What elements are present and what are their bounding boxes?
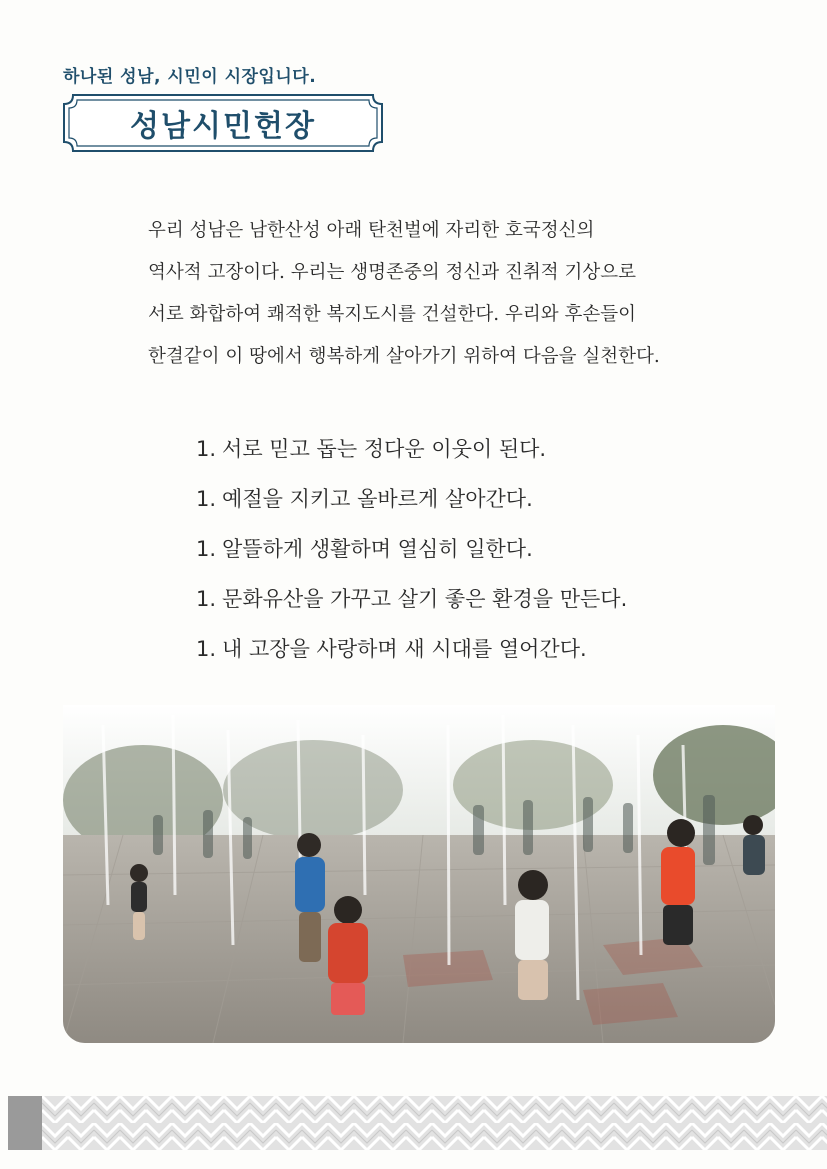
pledge-text: 문화유산을 가꾸고 살기 좋은 환경을 만든다. [222, 587, 628, 611]
page-subtitle: 하나된 성남, 시민이 시장입니다. [63, 67, 317, 87]
page-title: 성남시민헌장 [130, 109, 316, 144]
preamble-line: 역사적 고장이다. 우리는 생명존중의 정신과 진취적 기상으로 [148, 262, 636, 283]
pledge-text: 알뜰하게 생활하며 열심히 일한다. [222, 537, 533, 561]
pledge-item [196, 624, 716, 674]
pledge-item [196, 424, 716, 474]
pledge-number: 1. [196, 587, 217, 611]
charter-preamble [148, 210, 693, 378]
pledge-item [196, 474, 716, 524]
pledge-number: 1. [196, 487, 217, 511]
title-badge [63, 94, 383, 152]
pledge-number: 1. [196, 637, 217, 661]
footer-gray-block [8, 1096, 42, 1150]
pledge-text: 내 고장을 사랑하며 새 시대를 열어간다. [222, 637, 587, 661]
fountain-photo [63, 705, 775, 1043]
fountain-photo-illustration [63, 705, 775, 1043]
preamble-line: 한결같이 이 땅에서 행복하게 살아가기 위하여 다음을 실천한다. [148, 346, 660, 367]
pledge-item [196, 574, 716, 624]
pledge-list [196, 424, 716, 674]
preamble-line: 서로 화합하여 쾌적한 복지도시를 건설한다. 우리와 후손들이 [148, 304, 636, 325]
preamble-line: 우리 성남은 남한산성 아래 탄천벌에 자리한 호국정신의 [148, 220, 595, 241]
pledge-text: 서로 믿고 돕는 정다운 이웃이 된다. [222, 437, 547, 461]
pledge-number: 1. [196, 437, 217, 461]
pledge-text: 예절을 지키고 올바르게 살아간다. [222, 487, 533, 511]
pledge-number: 1. [196, 537, 217, 561]
footer-zigzag-pattern [42, 1096, 827, 1150]
pledge-item [196, 524, 716, 574]
